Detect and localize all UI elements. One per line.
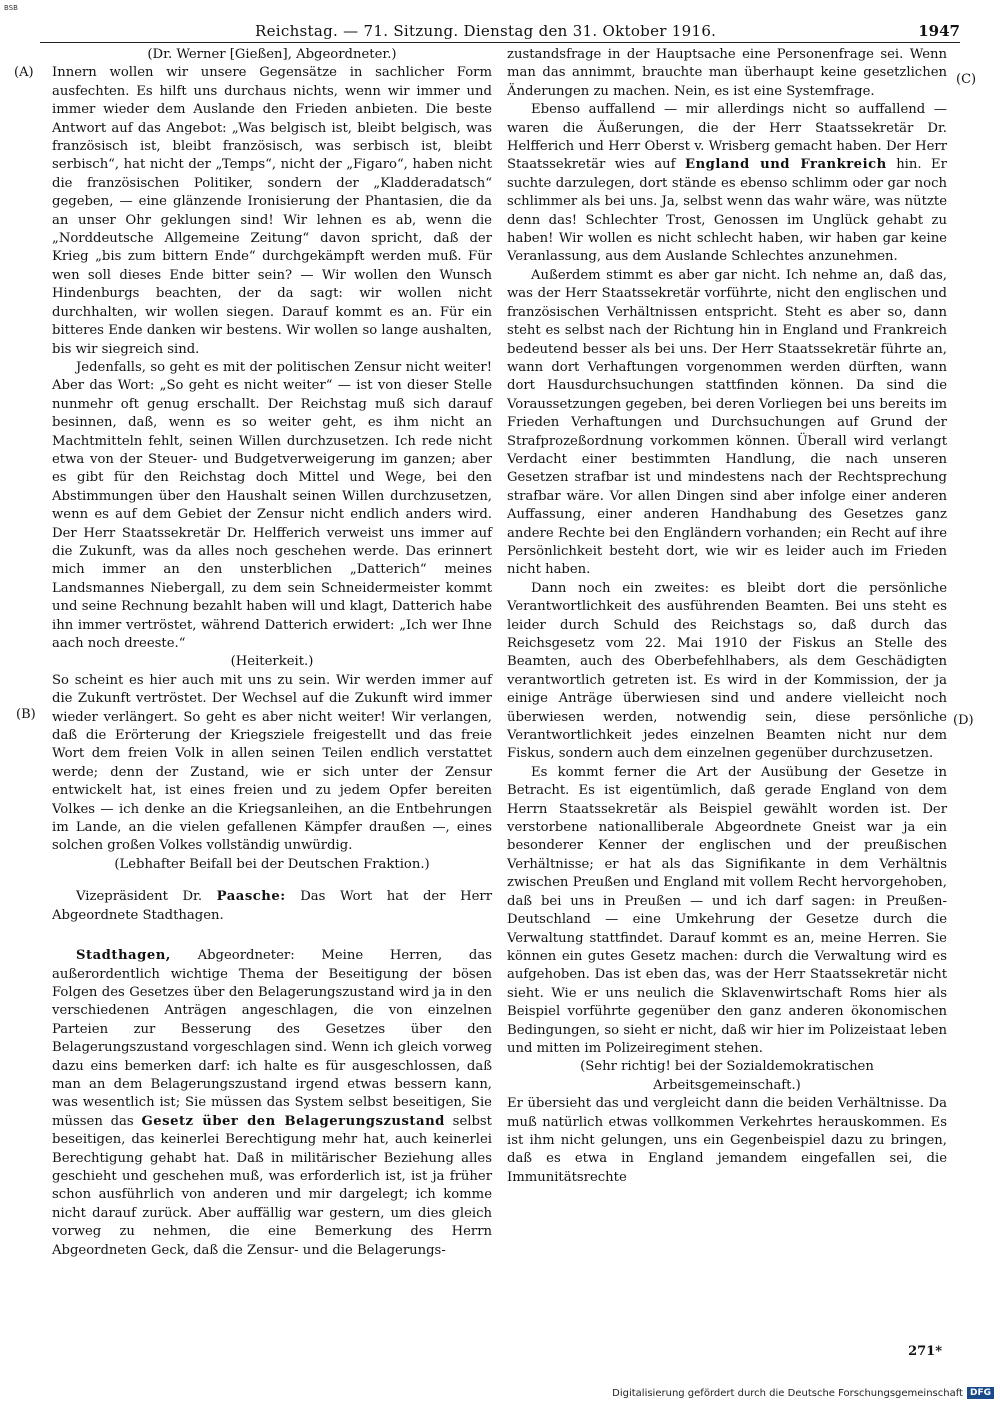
digitization-footer [612,1387,994,1399]
interjection: (Lebhafter Beifall bei der Deutschen Fraktion.) [114,856,430,872]
paragraph: Jedenfalls, so geht es mit der politischen Zensur nicht weiter! Aber das Wort: „So geht es nicht weiter“ — ist von dieser Stelle nunmehr oft genug erschallt. Der Reichstag muß sich darauf besinnen, daß, wenn es so weiter geht, es ihm nicht an Machtmitteln fehlt, seinen Willen durchzusetzen. Ich rede nicht etwa von der Steuer- und Budgetverweigerung im ganzen; aber es gibt für den Reichstag doch Mittel und Wege, bei den Abstimmungen über den Haushalt seinen Willen durchzusetzen, wenn es auf dem Gebiet der Zensur nicht endlich anders wird. Der Herr Staatssekretär Dr. Helfferich verweist uns immer auf die Zukunft, was da alles noch geschehen werde. Das erinnert mich immer an den unsterblichen „Datterich“ meines Landsmannes Niebergall, zu dem sein Schneidermeister kommt und seine Rechnung bezahlt haben will und klagt, Datterich habe ihn immer vertröstet, während Datterich erwidert: „Ich wer Ihne aach noch dreeste.“ [52,359,492,651]
right-column [507,46,947,1187]
interjection: (Sehr richtig! bei der Sozialdemokratischen Arbeitsgemeinschaft.) [580,1059,874,1093]
interjection: (Heiterkeit.) [230,654,314,670]
speech-text: Abgeordneter: Meine Herren, das außerordentlich wichtige Thema der Beseitigung der bösen Folgen des Gesetzes über den Belagerungszustand wird ja in den verschiedenen Anträgen angeschlagen, die von einzelnen Parteien zur Besserung des Gesetzes über den Belagerungszustand vorgeschlagen sind. Wenn ich gleich vorweg dazu eins bemerken darf: ich halte es für ausgeschlossen, daß man an dem Belagerungszustand irgend etwas bessern kann, was wesentlich ist; Sie müssen das System selbst beseitigen, Sie müssen das [52,948,492,1129]
vice-president-title: Vizepräsident Dr. [76,889,203,905]
emphasis-text: England und Frankreich [685,157,887,173]
paragraph: Dann noch ein zweites: es bleibt dort die persönliche Verantwortlichkeit des ausführenden Beamten. Bei uns steht es leider durch Schuld des Reichstags so, daß durch das Reichsgesetz vom 22. Mai 1910 der Fiskus an Stelle des Beamten, auch des Oberbefehlhabers, als dem Geschädigten verantwortlich getreten ist. Es wird in der Kommission, der ja einige Anträge überwiesen sind und andere vielleicht noch überwiesen werden, notwendig sein, diese persönliche Verantwortlichkeit jedes einzelnen Beamten nicht nur dem Fiskus, sondern auch dem einzelnen gegenüber durchzusetzen. [507,580,947,762]
speech-paragraph [52,947,492,1260]
emphasis-text: Gesetz über den Belagerungszustand [141,1113,445,1129]
paragraph: Er übersieht das und vergleicht dann die beiden Verhältnisse. Da muß natürlich etwas vollkommen Verkehrtes herauskommen. Es ist ihm nicht gelungen, uns ein Gegenbeispiel dazu zu bringen, daß es etwa in England jemandem eingefallen sei, die Immunitätsrechte [507,1096,947,1185]
paragraph: Innern wollen wir unsere Gegensätze in sachlicher Form ausfechten. Es hilft uns durchaus nichts, wenn wir immer und immer wieder dem Auslande den Frieden anbieten. Die beste Antwort auf das Angebot: „Was belgisch ist, bleibt belgisch, was französisch ist, bleibt französisch, was serbisch ist, bleibt serbisch“, hat nicht der „Temps“, nicht der „Figaro“, haben nicht die französischen Politiker, sondern der „Kladderadatsch“ gegeben, — eine glänzende Ironisierung der Phantasien, die da an unser Ohr geklungen sind! Wir lehnen es ab, wenn die „Norddeutsche Allgemeine Zeitung“ davon spricht, daß der Krieg „bis zum bittern Ende“ durchgekämpft werden muß. Für wen soll dieses Ende bitter sein? — Wir wollen den Wunsch Hindenburgs beachten, der da sagt: wir wollen nicht durchhalten, wir wollen siegen. Darauf kommt es an. Für ein bitteres Ende danken wir bestens. Wir wollen so lange aushalten, bis wir siegreich sind. [52,65,492,357]
speaker-name: Stadthagen, [76,948,171,964]
paragraph: zustandsfrage in der Hauptsache eine Personenfrage sei. Wenn man das annimmt, brauchte man überhaupt keine gesetzlichen Änderungen zu machen. Nein, es ist eine Systemfrage. [507,47,947,99]
footer-text: Digitalisierung gefördert durch die Deutsche Forschungsgemeinschaft [612,1387,963,1399]
paragraph-text: hin. Er suchte darzulegen, dort stände es ebenso schlimm oder gar noch schlimmer als bei uns. Ja, selbst wenn das wahr wäre, was nützte denn das! Schlechter Trost, Genossen im Unglück gehabt zu haben! Wir wollen es nicht schlecht haben, wir haben gar keine Veranlassung, aus dem Auslande Schlechtes anzunehmen. [507,157,947,265]
margin-mark-d: (D) [953,713,974,728]
margin-mark-a: (A) [14,65,34,80]
dfg-logo: DFG [967,1387,994,1399]
page-header [40,18,960,43]
page-number: 1947 [918,22,960,40]
paragraph [507,101,947,267]
left-column [52,46,492,1260]
vice-president-text: Das Wort hat der Herr Abgeordnete Stadthagen. [52,889,492,923]
paragraph: Außerdem stimmt es aber gar nicht. Ich nehme an, daß das, was der Herr Staatssekretär vorführte, nicht den englischen und französischen Verhältnissen entspricht. Steht es aber so, dann steht es selbst nach der Richtung hin in England und Frankreich bedeutend besser als bei uns. Der Herr Staatssekretär führte an, wann dort Verhaftungen vorgenommen werden dürften, wann dort Hausdurchsuchungen stattfinden können. Da sind die Voraussetzungen gegeben, bei deren Vorliegen bei uns bereits im Frieden Verhaftungen und Durchsuchungen auf Grund der Strafprozeßordnung vorkommen können. Überall wird verlangt Verdacht einer bestimmten Handlung, die nach unseren Gesetzen strafbar ist und mindestens nach der Rechtsprechung strafbar wäre. Vor allen Dingen sind aber infolge einer anderen Auffassung, einer anderen Handhabung des Gesetzes ganz andere Rechte bei den Engländern vorhanden; ein Recht auf ihre Persönlichkeit besteht dort, wie wir es leider auch im Frieden nicht haben. [507,267,947,578]
paragraph: Es kommt ferner die Art der Ausübung der Gesetze in Betracht. Es ist eigentümlich, daß gerade England von dem Herrn Staatssekretär als Beispiel gewählt worden ist. Der verstorbene nationalliberale Abgeordnete Gneist war ja ein besonderer Kenner der englischen und der preußischen Verhältnisse; er hat als das Signifikante in dem Verhältnis zwischen Preußen und England mit vollem Recht hervorgehoben, daß bei uns in Preußen — und ich darf sagen: in Preußen-Deutschland — eine Umkehrung der Gesetze durch die Verwaltung stattfindet. Darauf kommt es an, meine Herren. Sie können ein gutes Gesetz machen: durch die Verwaltung wird es aufgehoben. Das ist eben das, was der Herr Staatssekretär nicht sieht. Wie er uns neulich die Sklavenwirtschaft Roms hier als Beispiel vorführte gegenüber den ganz anderen ökonomischen Bedingungen, so sieht er nicht, daß wir hier im Polizeistaat leben und mitten im Polizeiregiment stehen. [507,764,947,1056]
library-corner-mark: BSB [4,4,18,12]
margin-mark-c: (C) [956,72,977,87]
margin-mark-b: (B) [16,707,36,722]
paragraph: So scheint es hier auch mit uns zu sein. Wir werden immer auf die Zukunft vertröstet. Der Wechsel auf die Zukunft wird immer wieder verlängert. So geht es aber nicht weiter! Wir verlangen, daß die Erörterung der Kriegsziele freigestellt und das freie Wort dem freien Volk in allen seinen Teilen endlich verstattet werde; denn der Zustand, wie er sich unter der Zensur entwickelt hat, ist eines freien und zu jedem Opfer bereiten Volkes — ich denke an die Kriegsanleihen, an die Entbehrungen im Lande, an die vielen gefallenen Kämpfer draußen —, eines solchen großen Volkes vollständig unwürdig. [52,672,492,854]
speaker-continuation-line: (Dr. Werner [Gießen], Abgeordneter.) [147,47,397,62]
paragraph-text: Ebenso auffallend — mir allerdings nicht so auffallend — waren die Äußerungen, die der Herr Staatssekretär Dr. Helfferich und Herr Oberst v. Wrisberg gemacht haben. Der Herr Staatssekretär wies auf [507,102,947,173]
page-title: Reichstag. — 71. Sitzung. Dienstag den 31. Oktober 1916. [255,22,717,40]
print-signature: 271* [908,1344,942,1359]
vice-president-name: Paasche: [216,889,286,905]
speech-text: selbst beseitigen, das keinerlei Berechtigung mehr hat, auch keinerlei Berechtigung gehabt hat. Daß in militärischer Beziehung alles geschieht und geschehen muß, was erforderlich ist, ist ja früher schon ausführlich von anderen und mir dargelegt; ich komme nicht darauf zurück. Aber auffällig war gestern, um dies gleich vorweg zu nehmen, die eine Bemerkung des Herrn Abgeordneten Geck, daß die Zensur- und die Belagerungs- [52,1113,492,1258]
vice-president-statement [52,888,492,925]
